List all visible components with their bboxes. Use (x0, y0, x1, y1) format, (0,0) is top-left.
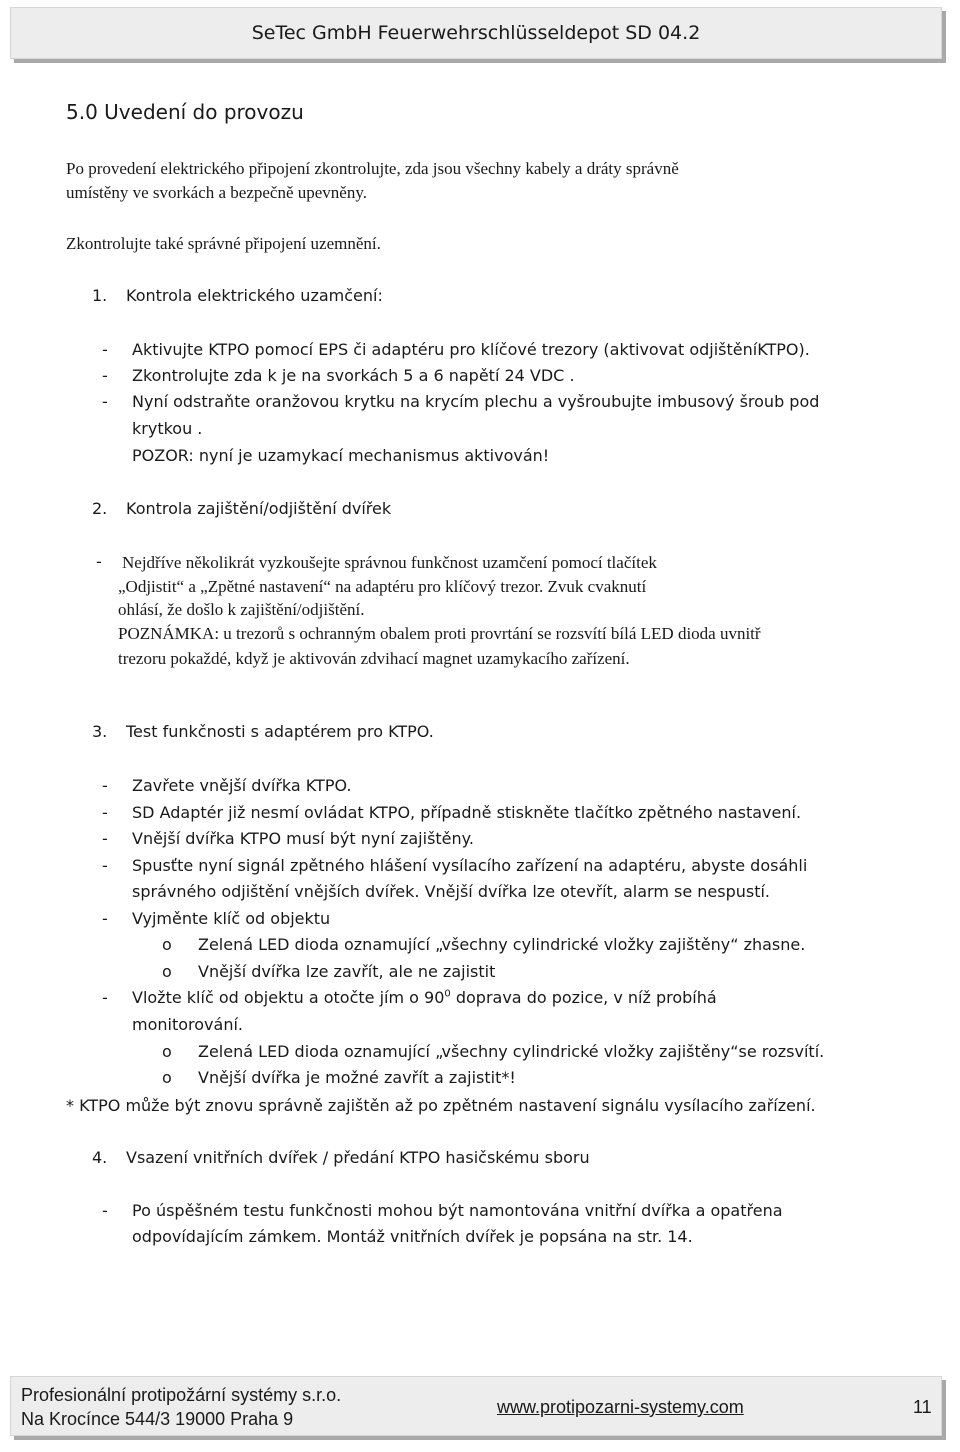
s3-bullet-6a-pre: Vložte klíč od objektu a otočte jím o 90 (132, 988, 445, 1007)
degree-superscript: 0 (444, 988, 451, 1000)
bullet-dash: - (102, 366, 108, 385)
bullet-dash: - (96, 552, 102, 571)
page-footer (10, 1376, 942, 1436)
s3-sub-5-1: Zelená LED dioda oznamující „všechny cylindrické vložky zajištěny“ zhasne. (198, 935, 806, 954)
intro-line-1: Po provedení elektrického připojení zkontrolujte, zda jsou všechny kabely a dráty správně (66, 159, 679, 178)
s3-sub-5-2: Vnější dvířka lze zavřít, ale ne zajistit (198, 962, 496, 981)
sub-bullet-circle: o (162, 962, 172, 981)
s1-title: Kontrola elektrického uzamčení: (126, 286, 383, 305)
intro-line-2: umístěny ve svorkách a bezpečně upevněny. (66, 183, 368, 202)
section-title: 5.0 Uvedení do provozu (66, 100, 304, 124)
s3-bullet-6a-post: doprava do pozice, v níž probíhá (450, 988, 717, 1007)
s3-bullet-5: Vyjměnte klíč od objektu (132, 909, 331, 928)
s1-warning: POZOR: nyní je uzamykací mechanismus aktivován! (132, 446, 550, 465)
s4-title: Vsazení vnitřních dvířek / předání KTPO hasičskému sboru (126, 1148, 590, 1167)
intro-line-3: Zkontrolujte také správné připojení uzemnění. (66, 234, 381, 253)
page-header (10, 7, 942, 59)
bullet-dash: - (102, 856, 108, 875)
s1-bullet-3a: Nyní odstraňte oranžovou krytku na krycím plechu a vyšroubujte imbusový šroub pod (132, 392, 820, 411)
s4-bullet-1a: Po úspěšném testu funkčnosti mohou být namontována vnitřní dvířka a opatřena (132, 1201, 783, 1220)
s1-bullet-2: Zkontrolujte zda k je na svorkách 5 a 6 napětí 24 VDC . (132, 366, 575, 385)
s1-bullet-3b: krytkou . (132, 419, 203, 438)
bullet-dash: - (102, 829, 108, 848)
s3-bullet-6b: monitorování. (132, 1015, 243, 1034)
s3-title: Test funkčnosti s adaptérem pro KTPO. (126, 722, 434, 741)
footer-company: Profesionální protipožární systémy s.r.o. (21, 1385, 342, 1405)
s2-bullet-1b: „Odjistit“ a „Zpětné nastavení“ na adaptéru pro klíčový trezor. Zvuk cvaknutí (118, 577, 647, 596)
header-title: SeTec GmbH Feuerwehrschlüsseldepot SD 04.2 (251, 22, 701, 44)
s3-bullet-6a (132, 988, 717, 1007)
s1-number: 1. (92, 286, 108, 305)
bullet-dash: - (102, 776, 108, 795)
s3-footnote: * KTPO může být znovu správně zajištěn až po zpětném nastavení signálu vysílacího zařízení. (66, 1096, 816, 1115)
s2-note-2: trezoru pokaždé, když je aktivován zdvihací magnet uzamykacího zařízení. (118, 649, 630, 668)
s2-title: Kontrola zajištění/odjištění dvířek (126, 499, 392, 518)
bullet-dash: - (102, 803, 108, 822)
s3-bullet-2: SD Adaptér již nesmí ovládat KTPO, případně stiskněte tlačítko zpětného nastavení. (132, 803, 802, 822)
sub-bullet-circle: o (162, 1068, 172, 1087)
bullet-dash: - (102, 340, 108, 359)
footer-address: Na Krocínce 544/3 19000 Praha 9 (21, 1409, 294, 1429)
page-number: 11 (913, 1397, 932, 1417)
s1-bullet-1: Aktivujte KTPO pomocí EPS či adaptéru pro klíčové trezory (aktivovat odjištěníKTPO). (132, 340, 810, 359)
s2-note-1: POZNÁMKA: u trezorů s ochranným obalem proti provrtání se rozsvítí bílá LED dioda uvnitř (118, 624, 761, 643)
s3-sub-6-2: Vnější dvířka je možné zavřít a zajistit*! (198, 1068, 516, 1087)
s3-bullet-1: Zavřete vnější dvířka KTPO. (132, 776, 352, 795)
bullet-dash: - (102, 988, 108, 1007)
s3-bullet-4b: správného odjištění vnějších dvířek. Vnější dvířka lze otevřít, alarm se nespustí. (132, 882, 771, 901)
s2-bullet-1a: Nejdříve několikrát vyzkoušejte správnou funkčnost uzamčení pomocí tlačítek (122, 553, 657, 572)
sub-bullet-circle: o (162, 1042, 172, 1061)
s4-bullet-1b: odpovídajícím zámkem. Montáž vnitřních dvířek je popsána na str. 14. (132, 1227, 693, 1246)
s3-bullet-4a: Spusťte nyní signál zpětného hlášení vysílacího zařízení na adaptéru, abyste dosáhli (132, 856, 808, 875)
s3-sub-6-1: Zelená LED dioda oznamující „všechny cylindrické vložky zajištěny“se rozsvítí. (198, 1042, 825, 1061)
bullet-dash: - (102, 909, 108, 928)
s4-number: 4. (92, 1148, 108, 1167)
bullet-dash: - (102, 392, 108, 411)
footer-website-link[interactable]: www.protipozarni-systemy.com (497, 1397, 744, 1417)
s2-bullet-1c: ohlásí, že došlo k zajištění/odjištění. (118, 600, 365, 619)
bullet-dash: - (102, 1201, 108, 1220)
s3-number: 3. (92, 722, 108, 741)
s3-bullet-3: Vnější dvířka KTPO musí být nyní zajištěny. (132, 829, 474, 848)
s2-number: 2. (92, 499, 108, 518)
sub-bullet-circle: o (162, 935, 172, 954)
